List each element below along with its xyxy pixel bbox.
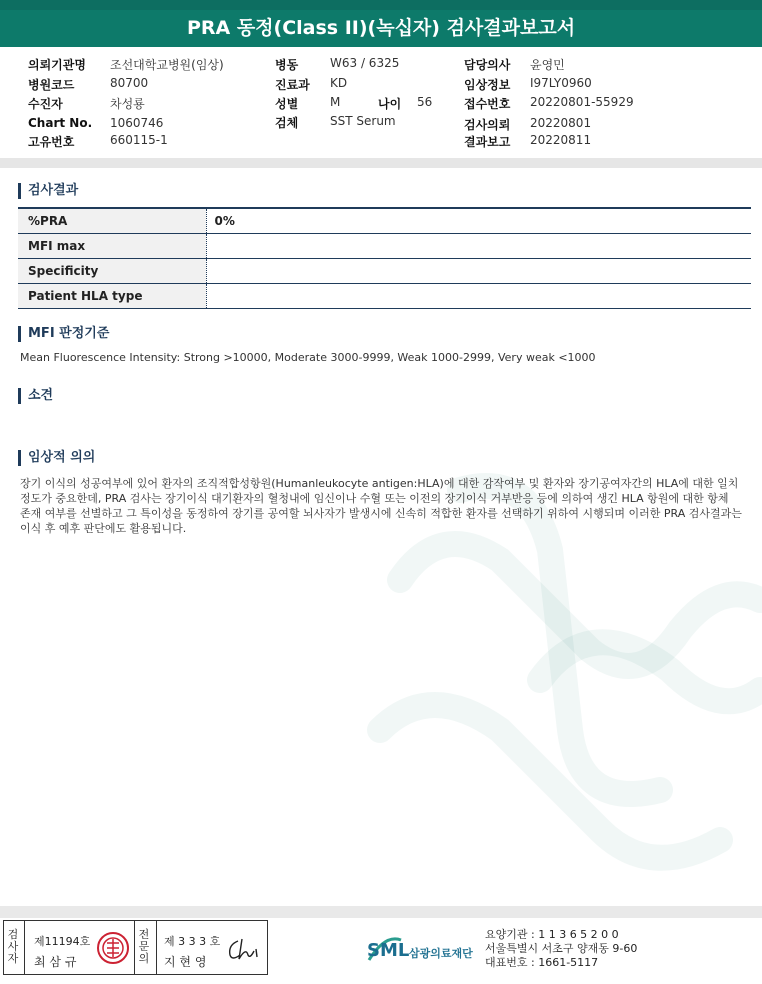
divider-bar: [0, 158, 762, 168]
chart-value: 1060746: [110, 116, 164, 130]
specimen-value: SST Serum: [330, 114, 396, 128]
signature: [226, 935, 262, 963]
table-row: [18, 283, 751, 308]
specialist-name: 지 현 영: [164, 955, 207, 969]
result-key: Patient HLA type: [18, 283, 206, 308]
logo-text: SML: [367, 940, 410, 961]
report-date-value: 20220811: [530, 133, 592, 147]
dept-label: 진료과: [275, 78, 310, 92]
report-title: PRA 동정(Class II)(녹십자) 검사결과보고서: [0, 10, 762, 47]
result-value: [206, 258, 751, 283]
results-table: [18, 207, 751, 309]
table-row: [18, 258, 751, 283]
hospital-code-label: 병원코드: [28, 78, 75, 92]
paragraph-line: 이식 후 예후 판단에도 활용됩니다.: [20, 522, 187, 535]
seal-stamp: [96, 931, 130, 965]
requester-value: 조선대학교병원(임상): [110, 58, 224, 72]
result-value: [206, 283, 751, 308]
patient-value: 차성룡: [110, 97, 145, 111]
sex-value: M: [330, 95, 341, 109]
sml-logo: [365, 930, 480, 970]
institution-code: 요양기관 : 1 1 3 6 5 2 0 0: [485, 928, 619, 941]
tester-name: 최 삼 규: [34, 955, 77, 969]
sex-label: 성별: [275, 97, 299, 111]
divider: [156, 921, 157, 974]
dept-value: KD: [330, 76, 348, 90]
ward-value: W63 / 6325: [330, 56, 400, 70]
clinical-info-label: 임상정보: [464, 78, 511, 92]
request-date-label: 검사의뢰: [464, 118, 511, 132]
divider: [134, 921, 135, 974]
result-key: MFI max: [18, 233, 206, 258]
doctor-label: 담당의사: [464, 58, 511, 72]
logo-org-name: 삼광의료재단: [409, 947, 473, 960]
paragraph-line: 존재 여부를 선별하고 그 특이성을 동정하여 장기를 공여할 뇌사자가 발생시에 신속히 적합한 환자를 선택하기 위하여 시행되며 이러한 PRA 검사결과는: [20, 507, 742, 520]
opinion-section-title: 소견: [18, 388, 53, 404]
result-key: Specificity: [18, 258, 206, 283]
address: 서울특별시 서초구 양재동 9-60: [485, 942, 638, 955]
age-label: 나이: [378, 97, 402, 111]
divider: [24, 921, 25, 974]
doctor-value: 윤영민: [530, 58, 565, 72]
request-date-value: 20220801: [530, 116, 592, 130]
clinical-info-value: I97LY0960: [530, 76, 592, 90]
tester-label: 검 사 자: [7, 928, 19, 965]
footer-divider: [0, 906, 762, 918]
receipt-label: 접수번호: [464, 97, 511, 111]
specialist-number: 제 3 3 3 호: [164, 935, 221, 948]
chart-label: Chart No.: [28, 116, 93, 130]
patient-label: 수진자: [28, 97, 63, 111]
mfi-section-title: MFI 판정기준: [18, 326, 109, 342]
specimen-label: 검체: [275, 116, 299, 130]
unique-value: 660115-1: [110, 133, 168, 147]
contact-info: [485, 928, 637, 970]
table-row: [18, 233, 751, 258]
receipt-value: 20220801-55929: [530, 95, 634, 109]
ward-label: 병동: [275, 58, 299, 72]
result-value: [206, 233, 751, 258]
paragraph-line: 정도가 중요한데, PRA 검사는 장기이식 대기환자의 혈청내에 임신이나 수혈 또는 이전의 장기이식 거부반응 등에 의하여 생긴 HLA 항원에 대한 항체: [20, 492, 729, 505]
tester-number: 제11194호: [34, 935, 91, 948]
top-accent-bar: [0, 0, 762, 10]
specialist-label: 전 문 의: [138, 928, 150, 965]
mfi-criteria-text: Mean Fluorescence Intensity: Strong >10000, Moderate 3000-9999, Weak 1000-2999, Very weak <1000: [20, 351, 596, 364]
age-value: 56: [417, 95, 433, 109]
signature-box: [3, 920, 268, 975]
phone-number: 대표번호 : 1661-5117: [485, 956, 599, 969]
clinical-section-title: 임상적 의의: [18, 450, 95, 466]
patient-info: [0, 47, 762, 159]
footer: [0, 918, 762, 984]
clinical-significance-text: [20, 476, 745, 536]
result-value: 0%: [206, 208, 751, 233]
table-row: [18, 208, 751, 233]
paragraph-line: 장기 이식의 성공여부에 있어 환자의 조직적합성항원(Humanleukocyte antigen:HLA)에 대한 감작여부 및 환자와 장기공여자간의 HLA에 대한 일치: [20, 477, 739, 490]
hospital-code-value: 80700: [110, 76, 149, 90]
unique-label: 고유번호: [28, 135, 75, 149]
result-key: %PRA: [18, 208, 206, 233]
report-date-label: 결과보고: [464, 135, 511, 149]
requester-label: 의뢰기관명: [28, 58, 86, 72]
results-section-title: 검사결과: [18, 183, 78, 199]
